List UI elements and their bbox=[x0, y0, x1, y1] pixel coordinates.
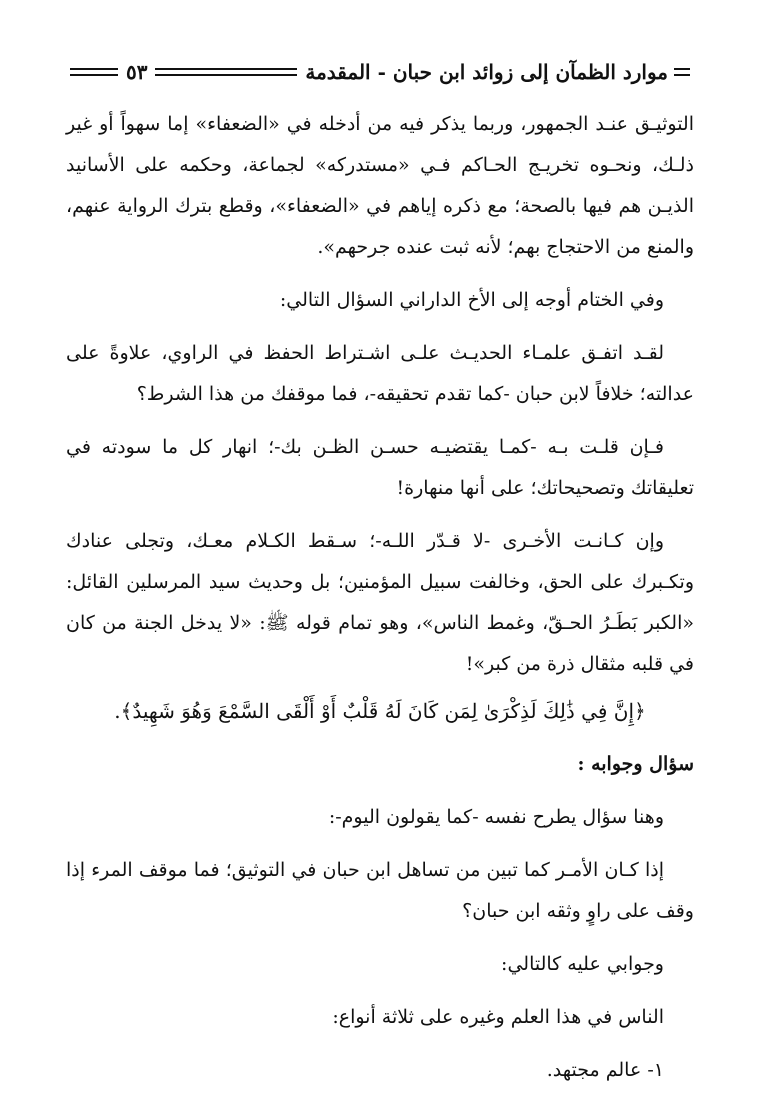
page-number: ٥٣ bbox=[126, 60, 148, 84]
quran-verse: ﴿إِنَّ فِي ذَٰلِكَ لَذِكْرَىٰ لِمَن كَانَ لَهُ قَلْبٌ أَوْ أَلْقَى السَّمْعَ وَهُوَ شَهِيدٌ﴾. bbox=[114, 699, 646, 723]
list-item-1: ١- عالم مجتهد. bbox=[546, 1059, 664, 1081]
paragraph-9: الناس في هذا العلم وغيره على ثلاثة أنواع: bbox=[332, 1006, 664, 1028]
page-body bbox=[66, 104, 694, 1103]
running-header bbox=[70, 52, 690, 92]
paragraph-1: التوثيـق عنـد الجمهور، وربما يذكر فيه من أدخله في «الضعفاء» إما سهواً أو غير ذلـك، ونحـوه تخريـج الحـاكم فـي «مستدركه» لجماعة، وحكمه على الأسانيد الذيـن هم فيها بالصحة؛ مع ذكره إياهم في «الضعفاء»، وقطع بترك الرواية عنهم، والمنع من الاحتجاج بهم؛ لأنه ثبت عنده جرحهم». bbox=[66, 113, 694, 258]
paragraph-2: وفي الختام أوجه إلى الأخ الداراني السؤال التالي: bbox=[279, 289, 664, 311]
header-rule-left bbox=[70, 68, 118, 75]
paragraph-6: وهنا سؤال يطرح نفسه -كما يقولون اليوم-: bbox=[328, 806, 664, 828]
paragraph-7: إذا كـان الأمـر كما تبين من تساهل ابن حبان في التوثيق؛ فما موقف المرء إذا وقف على راوٍ وثقه ابن حبان؟ bbox=[66, 859, 694, 922]
header-rule-middle bbox=[155, 68, 297, 75]
paragraph-4: فـإن قلـت بـه -كمـا يقتضيـه حسـن الظـن بك-؛ انهار كل ما سودته في تعليقاتك وتصحيحاتك؛ على أنها منهارة! bbox=[66, 436, 694, 499]
header-rule-right bbox=[674, 68, 690, 75]
section-heading: سؤال وجوابه : bbox=[577, 753, 694, 775]
header-title: موارد الظمآن إلى زوائد ابن حبان - المقدمة bbox=[305, 60, 668, 84]
paragraph-5: وإن كـانـت الأخـرى -لا قـدّر اللـه-؛ سـقط الكـلام معـك، وتجلى عنادك وتكـبرك على الحق، وخالفت سبيل المؤمنين؛ بل وحديث سيد المرسلين القائل: «الكبر بَطَـرُ الحـقّ، وغمط الناس»، وهو تمام قوله ﷺ: «لا يدخل الجنة من كان في قلبه مثقال ذرة من كبر»! bbox=[66, 530, 694, 675]
paragraph-3: لقـد اتفـق علمـاء الحديـث علـى اشـتراط الحفظ في الراوي، علاوةً على عدالته؛ خلافاً لابن حبان -كما تقدم تحقيقه-، فما موقفك من هذا الشرط؟ bbox=[66, 342, 694, 405]
paragraph-8: وجوابي عليه كالتالي: bbox=[501, 953, 664, 975]
